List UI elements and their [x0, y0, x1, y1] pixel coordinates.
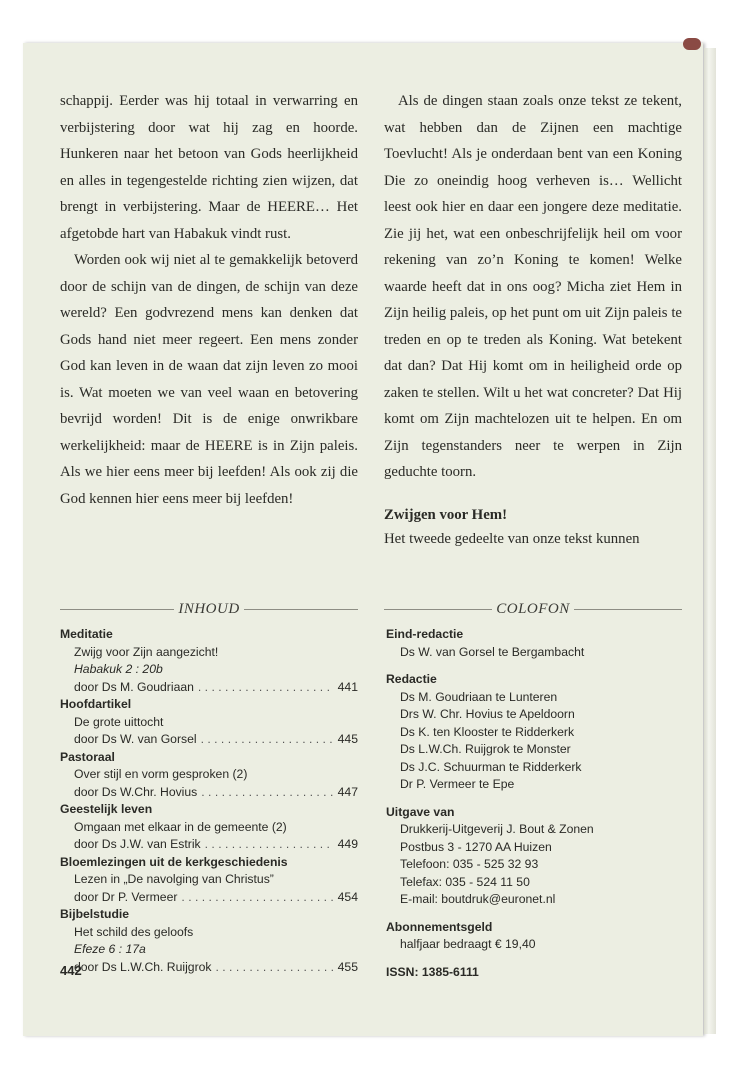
eindredactie-label: Eind-redactie [386, 627, 464, 641]
toc-article-title: Het schild des geloofs [74, 924, 194, 939]
colofon-header [384, 598, 682, 620]
toc-entry-hoofdartikel [60, 696, 358, 749]
publisher-email: E-mail: boutdruk@euronet.nl [400, 892, 556, 906]
toc-section-name: Hoofdartikel [60, 697, 132, 711]
redactie-member: Dr P. Vermeer te Epe [400, 777, 515, 791]
toc-author-line [60, 784, 358, 802]
left-text-column [60, 88, 358, 512]
redactie-label: Redactie [386, 672, 437, 686]
toc-author: door Ds W. van Gorsel [74, 732, 197, 746]
left-paragraph-2: Worden ook wij niet al te gemakkelijk betoverd door de schijn van de dingen, de schijn van deze wereld? Een godvrezend mens kan denken dat Gods hand niet meer regeert. Een mens zonder God kan leven in de waan dat zijn leven zo mooi is. Wat moeten we van veel waan en betovering bevrijd worden! Dit is de enige onwrikbare werkelijkheid: maar de HEERE is in Zijn paleis. Als we hier eens meer bij leefden! Als ook zij die God kennen hier eens meer bij leefden! [60, 252, 358, 507]
right-text-column [384, 88, 682, 552]
toc-article-title: Over stijl en vorm gesproken (2) [74, 767, 248, 781]
toc-entry-pastoraal [60, 749, 358, 802]
left-paragraph-1: schappij. Eerder was hij totaal in verwarring en verbijstering door wat hij zag en hoorde. Hunkeren naar het betoon van Gods heerlijkheid en alles in tegengestelde richting zien wijzen, dat brengt in verbijstering. Maar de HEERE… Het afgetobde hart van Habakuk vindt rust. [60, 93, 358, 242]
toc-leader [205, 836, 334, 854]
toc-section-name: Bloemlezingen uit de kerkgeschiedenis [60, 854, 288, 869]
toc-author: door Ds L.W.Ch. Ruijgrok [74, 959, 212, 974]
toc-article-title: Omgaan met elkaar in de gemeente (2) [74, 819, 287, 834]
rule-line [384, 609, 492, 610]
rule-line [244, 609, 358, 610]
publisher-fax: Telefax: 035 - 524 11 50 [400, 874, 530, 889]
toc-leader [198, 679, 334, 697]
rule-line [574, 609, 682, 610]
toc-article-title: Zwijg voor Zijn aangezicht! [74, 644, 219, 659]
toc-author-line [60, 731, 358, 749]
inhoud-title: INHOUD [178, 600, 240, 617]
toc-page-number: 455 [337, 959, 358, 974]
toc-author: door Ds J.W. van Estrik [74, 837, 201, 851]
toc-bible-ref: Efeze 6 : 17a [74, 942, 146, 956]
toc-author: door Ds W.Chr. Hovius [74, 784, 198, 799]
toc-page-number: 441 [337, 679, 358, 694]
toc-leader [216, 959, 334, 977]
issn: ISSN: 1385-6111 [386, 964, 479, 979]
toc-author-line [60, 959, 358, 977]
publisher-phone: Telefoon: 035 - 525 32 93 [400, 857, 539, 871]
toc-article-title: De grote uittocht [74, 714, 164, 729]
redactie-member: Ds M. Goudriaan te Lunteren [400, 689, 558, 704]
right-paragraph-1: Als de dingen staan zoals onze tekst ze tekent, wat hebben dan de Zijnen een machtige Toevlucht! Als je onderdaan bent van een Koning Die zo oneindig hoog verheven is… Wellicht leest ook hier en daar een jongere deze meditatie. Zie jij het, wat een onbeschrijfelijk heil om voor rekening van zo’n Koning te komen! Welke waarde heeft dat in ons oog? Micha ziet Hem in Zijn heilig paleis, op het punt om uit Zijn paleis te treden en op te treden als Koning. Wat betekent dat dan? Dat Hij komt om in heiligheid orde op zaken te stellen. Wilt u het wat concreter? Dat Hij komt om Zijn machtelozen uit te helpen. En om Zijn tegenstanders neer te werpen in Zijn geduchte toorn. [384, 93, 682, 480]
toc-leader [201, 731, 334, 749]
colofon-title: COLOFON [496, 600, 570, 617]
toc-leader [181, 889, 333, 907]
toc-section-name: Bijbelstudie [60, 907, 130, 921]
redactie-member: Drs W. Chr. Hovius te Apeldoorn [400, 707, 575, 721]
toc-author-line [60, 836, 358, 854]
toc-page-number: 445 [337, 732, 358, 746]
page-number: 442 [60, 963, 82, 978]
toc-section-name: Pastoraal [60, 749, 115, 764]
toc-article-title: Lezen in „De navolging van Christus” [74, 872, 274, 886]
abonnement-price: halfjaar bedraagt € 19,40 [400, 937, 536, 951]
toc-bible-ref: Habakuk 2 : 20b [74, 662, 163, 676]
toc-section-name: Geestelijk leven [60, 802, 153, 816]
uitgave-label: Uitgave van [386, 804, 455, 819]
redactie-member: Ds K. ten Klooster te Ridderkerk [400, 724, 575, 739]
toc-page-number: 447 [337, 784, 358, 799]
toc-entry-geestelijk-leven [60, 801, 358, 854]
toc-author: door Dr P. Vermeer [74, 889, 178, 904]
toc-entry-bijbelstudie [60, 906, 358, 976]
eindredactie-name: Ds W. van Gorsel te Bergambacht [400, 644, 585, 659]
rule-line [60, 609, 174, 610]
toc-page-number: 454 [337, 889, 358, 904]
publisher-address: Postbus 3 - 1270 AA Huizen [400, 839, 552, 854]
page-edge [704, 48, 716, 1034]
binding-mark [683, 38, 701, 50]
toc-leader [201, 784, 333, 802]
redactie-member: Ds L.W.Ch. Ruijgrok te Monster [400, 742, 571, 756]
table-of-contents [60, 626, 358, 976]
toc-author-line [60, 889, 358, 907]
toc-page-number: 449 [337, 837, 358, 851]
toc-author: door Ds M. Goudriaan [74, 679, 194, 694]
toc-entry-meditatie [60, 626, 358, 696]
publisher-name: Drukkerij-Uitgeverij J. Bout & Zonen [400, 822, 594, 836]
redactie-member: Ds J.C. Schuurman te Ridderkerk [400, 759, 582, 774]
abonnement-label: Abonnementsgeld [386, 919, 493, 934]
right-paragraph-2: Het tweede gedeelte van onze tekst kunnen [384, 530, 640, 547]
colofon-block [386, 626, 682, 981]
section-heading: Zwijgen voor Hem! [384, 506, 508, 523]
toc-section-name: Meditatie [60, 627, 113, 641]
inhoud-header [60, 598, 358, 620]
toc-entry-bloemlezingen [60, 854, 358, 907]
toc-author-line [60, 679, 358, 697]
